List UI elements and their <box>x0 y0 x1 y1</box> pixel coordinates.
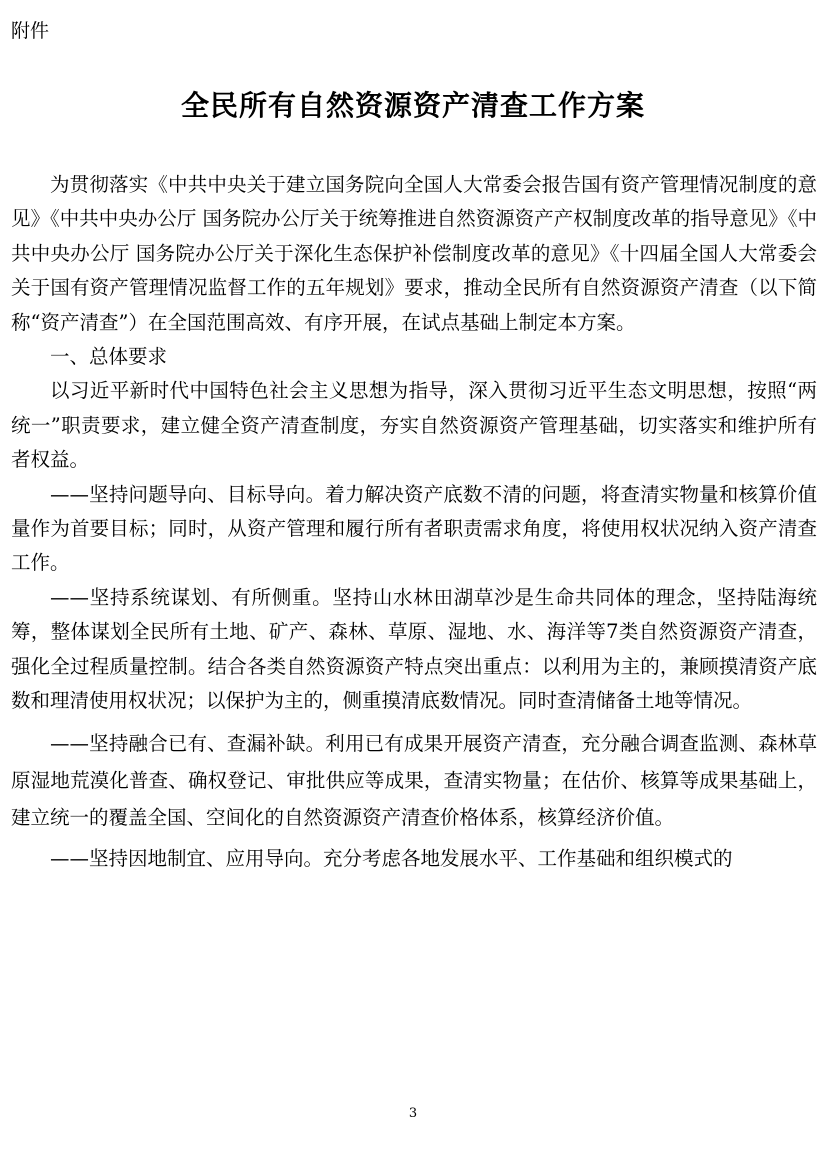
principle-lead: ——坚持系统谋划、有所侧重。 <box>50 585 333 609</box>
principle-paragraph <box>11 581 817 719</box>
principle-paragraph <box>11 842 817 876</box>
page-title: 全民所有自然资源资产清查工作方案 <box>180 89 645 122</box>
attachment-label: 附件 <box>11 20 50 42</box>
principle-text: 充分考虑各地发展水平、工作基础和组织模式的 <box>323 846 733 870</box>
principle-lead: ——坚持问题导向、目标导向。 <box>50 482 326 506</box>
intro-paragraph: 为贯彻落实《中共中央关于建立国务院向全国人大常委会报告国有资产管理情况制度的意见》《中共中央办公厅 国务院办公厅关于统筹推进自然资源资产产权制度改革的指导意见》《中共中央办公厅 国务院办公厅关于深化生态保护补偿制度改革的意见》《十四届全国人大常委会关于国有资产管理情况监督工作的五年规划》要求，推动全民所有自然资源资产清查（以下简称“资产清查”）在全国范围高效、有序开展，在试点基础上制定本方案。 <box>11 173 817 334</box>
principle-text: 着力解决资产底数不清的问题，将查清实物量和核算价值量作为首要目标；同时，从资产管理和履行所有者职责需求角度，将使用权状况纳入资产清查工作。 <box>11 482 817 575</box>
guiding-paragraph: 以习近平新时代中国特色社会主义思想为指导，深入贯彻习近平生态文明思想，按照“两统一”职责要求，建立健全资产清查制度，夯实自然资源资产管理基础，切实落实和维护所有者权益。 <box>11 379 817 472</box>
principle-text: 利用已有成果开展资产清查，充分融合调查监测、森林草原湿地荒漠化普查、确权登记、审批供应等成果，查清实物量；在估价、核算等成果基础上，建立统一的覆盖全国、空间化的自然资源资产清查价格体系，核算经济价值。 <box>11 731 817 829</box>
document-body <box>11 168 817 876</box>
principle-text: 坚持山水林田湖草沙是生命共同体的理念，坚持陆海统筹，整体谋划全民所有土地、矿产、森林、草原、湿地、水、海洋等7类自然资源资产清查，强化全过程质量控制。结合各类自然资源资产特点突出重点：以利用为主的，兼顾摸清资产底数和理清使用权状况；以保护为主的，侧重摸清底数情况。同时查清储备土地等情况。 <box>11 585 817 713</box>
principle-lead: ——坚持因地制宜、应用导向。 <box>50 846 324 870</box>
principle-lead: ——坚持融合已有、查漏补缺。 <box>50 731 326 755</box>
page-number: 3 <box>408 1106 418 1121</box>
section-heading-overall-requirements: 一、总体要求 <box>50 345 168 369</box>
principle-paragraph <box>11 725 817 836</box>
principle-paragraph <box>11 478 817 581</box>
